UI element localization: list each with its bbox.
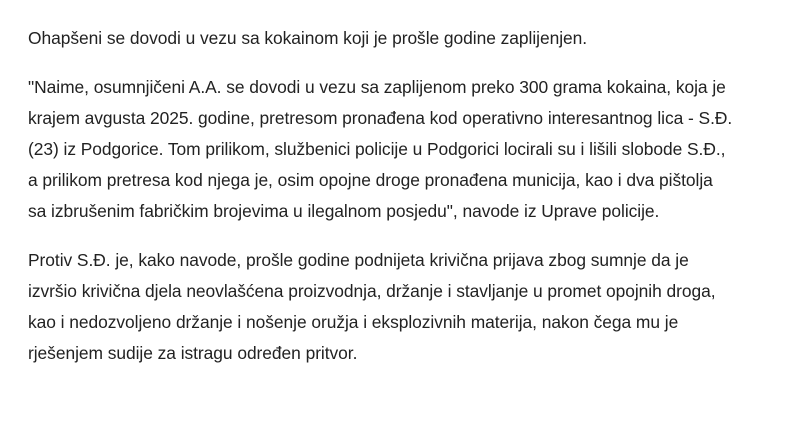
paragraph-police-quote [28, 72, 780, 227]
paragraph-intro [28, 23, 780, 54]
paragraph-line: kao i nedozvoljeno držanje i nošenje oružja i eksplozivnih materija, nakon čega mu je [28, 312, 679, 332]
paragraph-line: sa izbrušenim fabričkim brojevima u ilegalnom posjedu", navode iz Uprave policije. [28, 201, 660, 221]
paragraph-line: "Naime, osumnjičeni A.A. se dovodi u vezu sa zaplijenom preko 300 grama kokaina, koja je [28, 77, 726, 97]
paragraph-line: a prilikom pretresa kod njega je, osim opojne droge pronađena municija, kao i dva pištolja [28, 170, 713, 190]
paragraph-line: izvršio krivična djela neovlašćena proizvodnja, držanje i stavljanje u promet opojnih droga, [28, 281, 716, 301]
paragraph-line: krajem avgusta 2025. godine, pretresom pronađena kod operativno interesantnog lica - S.Đ. [28, 108, 733, 128]
article-body [28, 23, 780, 387]
paragraph-line: rješenjem sudije za istragu određen pritvor. [28, 343, 358, 363]
paragraph-charges [28, 245, 780, 369]
paragraph-line: Protiv S.Đ. je, kako navode, prošle godine podnijeta krivična prijava zbog sumnje da je [28, 250, 689, 270]
paragraph-line: Ohapšeni se dovodi u vezu sa kokainom koji je prošle godine zaplijenjen. [28, 28, 588, 48]
paragraph-line: (23) iz Podgorice. Tom prilikom, službenici policije u Podgorici locirali su i lišili slobode S.Đ., [28, 139, 726, 159]
